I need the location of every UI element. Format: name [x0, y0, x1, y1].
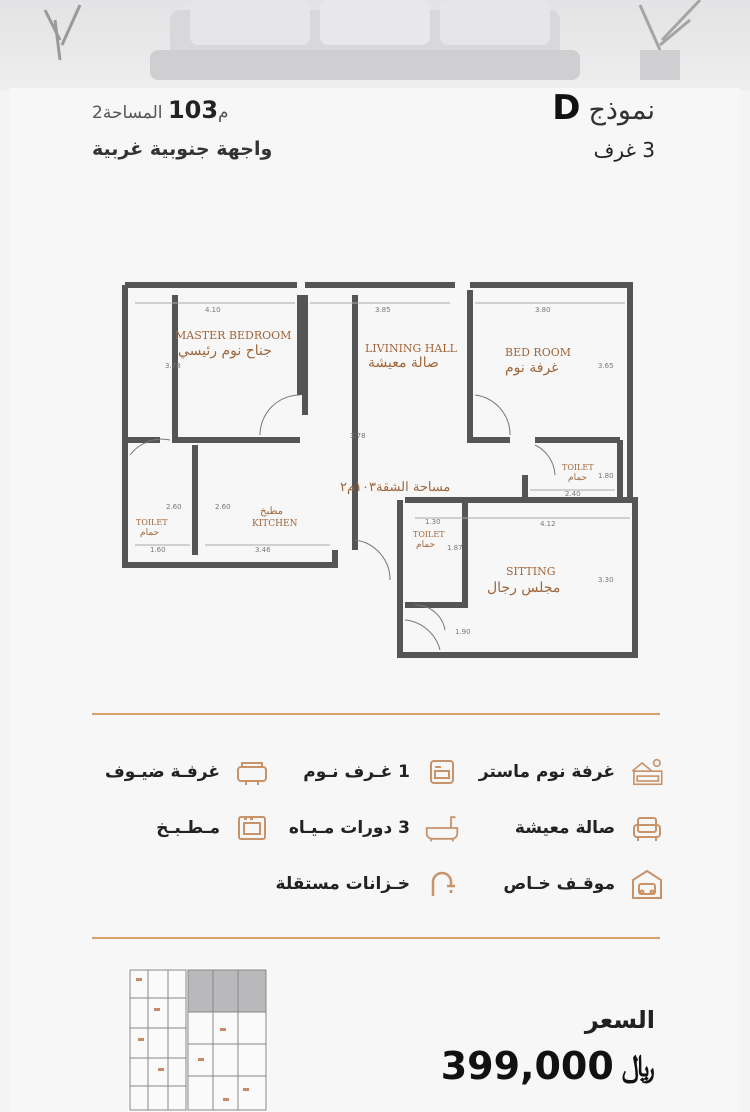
rooms-count: 3 غرف: [593, 138, 655, 162]
feature-label: غرفة نوم ماستر: [478, 762, 615, 782]
feature-label: موقـف خـاص: [503, 874, 615, 894]
feature-parking: [503, 868, 665, 900]
toilet-mid-en: TOILET: [413, 530, 445, 539]
dim-label: 3.30: [598, 576, 614, 584]
dim-label: 1.30: [425, 518, 441, 526]
faucet-icon: [424, 868, 460, 900]
living-hall-ar: صالة معيشة: [368, 355, 439, 371]
toilet-right-ar: حمام: [568, 473, 588, 483]
dim-label: 3.78: [165, 362, 181, 370]
riyal-icon: ﷼: [621, 1048, 655, 1084]
sitting-en: SITTING: [506, 565, 556, 578]
feature-living-hall: [515, 812, 665, 844]
dim-label: 2.40: [565, 490, 581, 498]
feature-bathrooms: [289, 812, 460, 844]
feature-label: خـزانات مستقلة: [275, 874, 410, 894]
feature-label: غرفـة ضيـوف: [105, 762, 220, 782]
model-letter: D: [552, 88, 581, 128]
bed-room-en: BED ROOM: [505, 346, 572, 359]
dim-label: 3.85: [375, 306, 391, 314]
dim-label: 1.87: [447, 544, 463, 552]
model-word: نموذج: [588, 95, 655, 126]
feature-label: 3 دورات مـيـاه: [288, 818, 410, 838]
divider-bottom: [92, 937, 660, 939]
feature-label: 1 غـرف نـوم: [303, 762, 410, 782]
area-unit: 2م: [92, 103, 229, 123]
master-bedroom-icon: [629, 756, 665, 788]
feature-master-bedroom: [479, 756, 665, 788]
dim-label: 2.60: [215, 503, 231, 511]
feature-guest-room: [105, 756, 270, 788]
bathtub-icon: [424, 812, 460, 844]
price: [441, 1044, 655, 1088]
sitting-ar: مجلس رجال: [487, 580, 561, 596]
dim-label: 1.80: [598, 472, 614, 480]
bed-icon: [424, 756, 460, 788]
kitchen-icon: [234, 812, 270, 844]
dim-label: 4.10: [205, 306, 221, 314]
building-plan-thumbnail: [128, 968, 268, 1112]
master-bedroom-en: MASTER BEDROOM: [175, 329, 292, 342]
garage-icon: [629, 868, 665, 900]
divider-top: [92, 713, 660, 715]
feature-label: مـطـبـخ: [156, 818, 220, 838]
sofa-photo: [0, 0, 750, 90]
toilet-mid-ar: حمام: [416, 540, 436, 550]
area-info: [92, 96, 229, 124]
facade-direction: واجهة جنوبية غربية: [92, 138, 273, 160]
kitchen-ar: مطبخ: [260, 506, 284, 517]
dim-label: 3.80: [535, 306, 551, 314]
hero-image: [0, 0, 750, 90]
dim-label: 3.46: [255, 546, 271, 554]
dim-label: 4.12: [540, 520, 556, 528]
area-value: 103: [167, 96, 219, 124]
dim-label: 3.65: [598, 362, 614, 370]
bed-room-ar: غرفة نوم: [505, 360, 559, 376]
toilet-left-ar: حمام: [140, 528, 160, 538]
feature-label: صالة معيشة: [514, 818, 615, 838]
living-hall-en: LIVINING HALL: [365, 342, 457, 355]
toilet-left-en: TOILET: [136, 518, 168, 527]
feature-water-tanks: [276, 868, 460, 900]
price-value: 399,000: [440, 1044, 614, 1088]
dim-label: 2.60: [166, 503, 182, 511]
master-bedroom-ar: جناح نوم رئيسي: [178, 343, 272, 359]
dim-label: 1.90: [455, 628, 471, 636]
toilet-right-en: TOILET: [562, 463, 594, 472]
feature-kitchen: [156, 812, 270, 844]
sofa-icon: [629, 812, 665, 844]
model-title: [552, 88, 655, 128]
dim-label: 1.60: [150, 546, 166, 554]
kitchen-en: KITCHEN: [252, 519, 298, 529]
dim-label: 3.78: [350, 432, 366, 440]
apartment-area: مساحة الشقة١٠٣م٢: [340, 480, 451, 495]
area-label: المساحة: [102, 103, 163, 123]
guest-room-icon: [234, 756, 270, 788]
feature-bedrooms: [303, 756, 460, 788]
price-label: السعر: [584, 1006, 655, 1034]
